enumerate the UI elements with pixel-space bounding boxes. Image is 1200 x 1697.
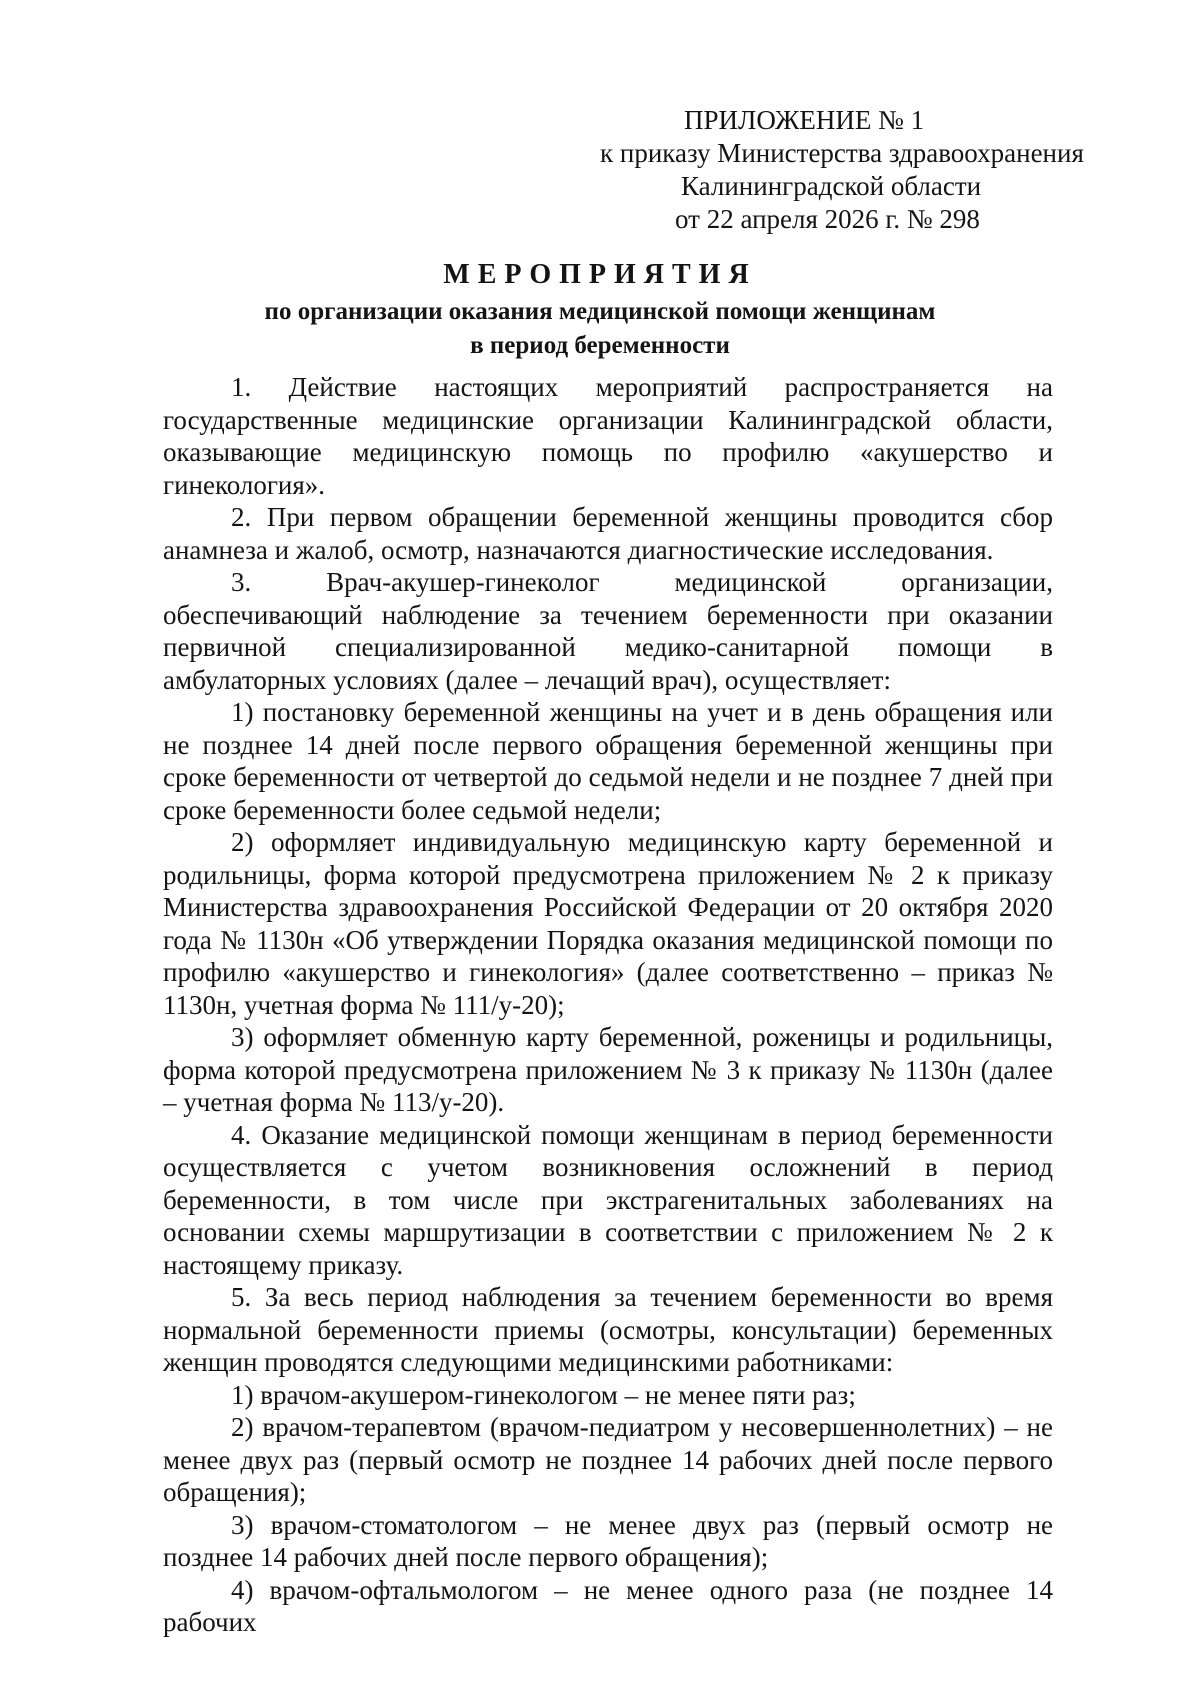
appendix-order-reference: к приказу Министерства здравоохранения (600, 138, 1084, 168)
paragraph-3-item-1: 1) постановку беременной женщины на учет и в день обращения или не позднее 14 дней после первого обращения беременной женщины при сроке беременности от четвертой до седьмой недели и не позднее 7 дней при сроке беременности более седьмой недели; (163, 697, 1053, 825)
paragraph-1: 1. Действие настоящих мероприятий распространяется на государственные медицинские организации Калининградской области, оказывающие медицинскую помощь по профилю «акушерство и гинекология». (163, 372, 1053, 500)
appendix-number: ПРИЛОЖЕНИЕ № 1 (684, 105, 925, 135)
paragraph-2: 2. При первом обращении беременной женщины проводится сбор анамнеза и жалоб, осмотр, назначаются диагностические исследования. (163, 502, 1053, 565)
paragraph-3: 3. Врач-акушер-гинеколог медицинской организации, обеспечивающий наблюдение за течением беременности при оказании первичной специализированной медико-санитарной помощи в амбулаторных условиях (далее – лечащий врач), осуществляет: (163, 567, 1053, 695)
paragraph-3-item-3: 3) оформляет обменную карту беременной, роженицы и родильницы, форма которой предусмотрена приложением № 3 к приказу № 1130н (далее – учетная форма № 113/у-20). (163, 1022, 1053, 1117)
paragraph-5-item-3: 3) врачом-стоматологом – не менее двух раз (первый осмотр не позднее 14 рабочих дней после первого обращения); (163, 1509, 1053, 1572)
title-subtitle-line-2: в период беременности (470, 332, 730, 359)
paragraph-5-item-2: 2) врачом-терапевтом (врачом-педиатром у несовершеннолетних) – не менее двух раз (первый осмотр не позднее 14 рабочих дней после первого обращения); (163, 1412, 1053, 1507)
paragraph-4: 4. Оказание медицинской помощи женщинам в период беременности осуществляется с учетом возникновения осложнений в период беременности, в том числе при экстрагенитальных заболеваниях на основании схемы маршрутизации в соответствии с приложением № 2 к настоящему приказу. (163, 1119, 1053, 1280)
document-title (150, 258, 1050, 363)
document-body (163, 371, 1053, 1639)
title-main: МЕРОПРИЯТИЯ (443, 259, 757, 290)
appendix-date: от 22 апреля 2026 г. № 298 (675, 204, 980, 234)
paragraph-5: 5. За весь период наблюдения за течением беременности во время нормальной беременности приемы (осмотры, консультации) беременных женщин проводятся следующими медицинскими работниками: (163, 1282, 1053, 1377)
title-subtitle-line-1: по организации оказания медицинской помощи женщинам (264, 298, 936, 325)
paragraph-5-item-1: 1) врачом-акушером-гинекологом – не менее пяти раз; (231, 1379, 856, 1410)
appendix-region: Калининградской области (681, 171, 982, 201)
appendix-header (600, 104, 1084, 236)
paragraph-5-item-4: 4) врачом-офтальмологом – не менее одного раза (не позднее 14 рабочих (163, 1574, 1053, 1637)
paragraph-3-item-2: 2) оформляет индивидуальную медицинскую карту беременной и родильницы, форма которой предусмотрена приложением № 2 к приказу Министерства здравоохранения Российской Федерации от 20 октября 2020 года № 1130н «Об утверждении Порядка оказания медицинской помощи по профилю «акушерство и гинекология» (далее соответственно – приказ № 1130н, учетная форма № 111/у-20); (163, 827, 1053, 1020)
